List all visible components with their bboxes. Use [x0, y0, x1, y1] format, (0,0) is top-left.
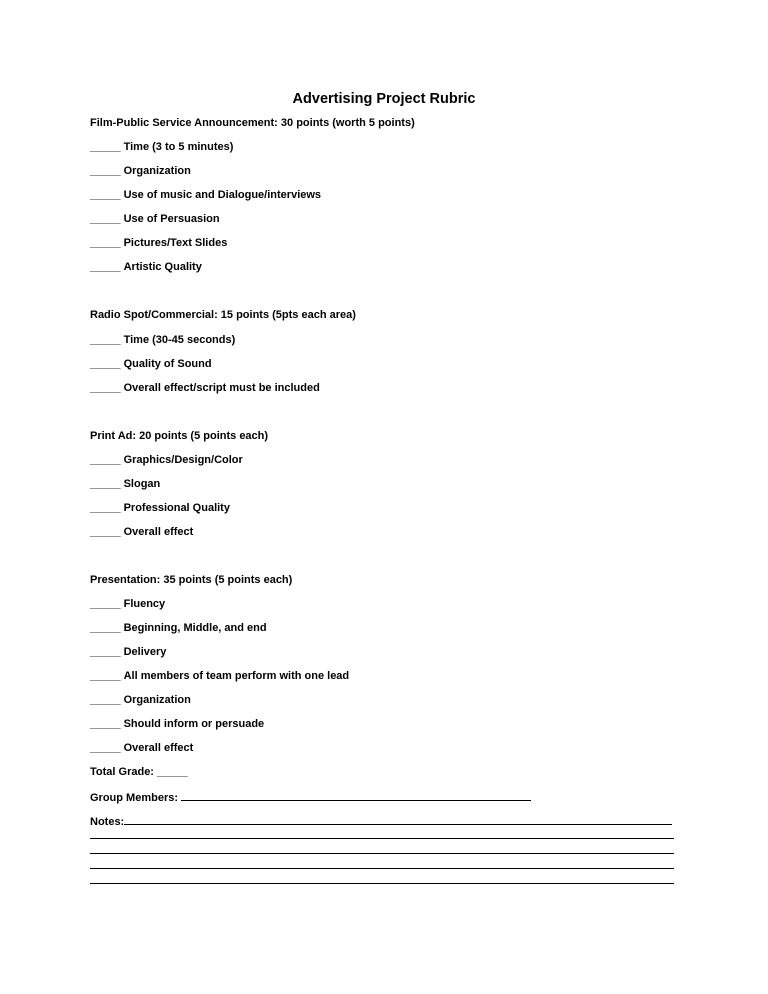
rubric-item [90, 645, 166, 659]
score-blank[interactable]: _____ [90, 670, 121, 682]
rubric-item [90, 381, 320, 395]
rubric-item [90, 212, 220, 226]
rubric-item-label: Organization [123, 165, 191, 177]
score-blank[interactable]: _____ [90, 382, 121, 394]
rubric-item-label: Should inform or persuade [123, 718, 265, 730]
rubric-item [90, 669, 349, 683]
total-grade-blank[interactable]: _____ [157, 766, 188, 778]
rubric-item-label: Artistic Quality [123, 261, 202, 273]
rubric-item-label: Quality of Sound [123, 358, 212, 370]
rubric-item [90, 333, 235, 347]
rubric-item [90, 477, 160, 491]
score-blank[interactable]: _____ [90, 237, 121, 249]
notes-line[interactable] [90, 838, 674, 839]
rubric-item-label: Overall effect/script must be included [123, 382, 320, 394]
score-blank[interactable]: _____ [90, 718, 121, 730]
rubric-item-label: Use of Persuasion [123, 213, 220, 225]
rubric-item [90, 525, 193, 539]
notes-row [90, 813, 672, 829]
rubric-item [90, 597, 165, 611]
rubric-item-label: Overall effect [123, 742, 194, 754]
rubric-item-label: Delivery [123, 646, 167, 658]
section-heading: Presentation: 35 points (5 points each) [90, 574, 293, 586]
notes-line[interactable] [90, 883, 674, 884]
notes-line[interactable] [124, 813, 672, 825]
rubric-item-label: Organization [123, 694, 191, 706]
rubric-item [90, 741, 193, 755]
score-blank[interactable]: _____ [90, 141, 121, 153]
notes-label: Notes: [90, 816, 125, 828]
rubric-item-label: Time (30-45 seconds) [123, 334, 236, 346]
total-grade-row [90, 765, 188, 779]
score-blank[interactable]: _____ [90, 742, 121, 754]
rubric-item [90, 164, 191, 178]
rubric-item [90, 236, 227, 250]
score-blank[interactable]: _____ [90, 165, 121, 177]
rubric-item [90, 693, 191, 707]
notes-line[interactable] [90, 853, 674, 854]
score-blank[interactable]: _____ [90, 502, 121, 514]
page-title: Advertising Project Rubric [292, 91, 476, 107]
score-blank[interactable]: _____ [90, 526, 121, 538]
rubric-item-label: Pictures/Text Slides [123, 237, 228, 249]
rubric-item [90, 621, 267, 635]
group-members-row [90, 789, 531, 805]
rubric-item-label: Graphics/Design/Color [123, 454, 243, 466]
score-blank[interactable]: _____ [90, 454, 121, 466]
group-members-line[interactable] [181, 789, 531, 801]
total-grade-label: Total Grade: [90, 766, 154, 778]
section-heading: Radio Spot/Commercial: 15 points (5pts each area) [90, 309, 356, 321]
rubric-item-label: Slogan [123, 478, 161, 490]
score-blank[interactable]: _____ [90, 646, 121, 658]
score-blank[interactable]: _____ [90, 478, 121, 490]
score-blank[interactable]: _____ [90, 694, 121, 706]
score-blank[interactable]: _____ [90, 189, 121, 201]
rubric-item-label: All members of team perform with one lead [123, 670, 350, 682]
rubric-item-label: Fluency [123, 598, 166, 610]
score-blank[interactable]: _____ [90, 598, 121, 610]
rubric-item [90, 717, 264, 731]
section-heading: Film-Public Service Announcement: 30 points (worth 5 points) [90, 117, 415, 129]
section-heading: Print Ad: 20 points (5 points each) [90, 430, 269, 442]
group-members-label: Group Members: [90, 792, 179, 804]
rubric-item-label: Time (3 to 5 minutes) [123, 141, 234, 153]
rubric-item [90, 501, 230, 515]
rubric-item [90, 188, 321, 202]
rubric-item-label: Use of music and Dialogue/interviews [123, 189, 322, 201]
rubric-item [90, 453, 243, 467]
score-blank[interactable]: _____ [90, 622, 121, 634]
notes-line[interactable] [90, 868, 674, 869]
score-blank[interactable]: _____ [90, 334, 121, 346]
rubric-item-label: Professional Quality [123, 502, 230, 514]
score-blank[interactable]: _____ [90, 358, 121, 370]
rubric-item-label: Beginning, Middle, and end [123, 622, 267, 634]
rubric-item [90, 260, 202, 274]
score-blank[interactable]: _____ [90, 261, 121, 273]
rubric-item [90, 357, 212, 371]
rubric-item [90, 140, 233, 154]
rubric-item-label: Overall effect [123, 526, 194, 538]
score-blank[interactable]: _____ [90, 213, 121, 225]
